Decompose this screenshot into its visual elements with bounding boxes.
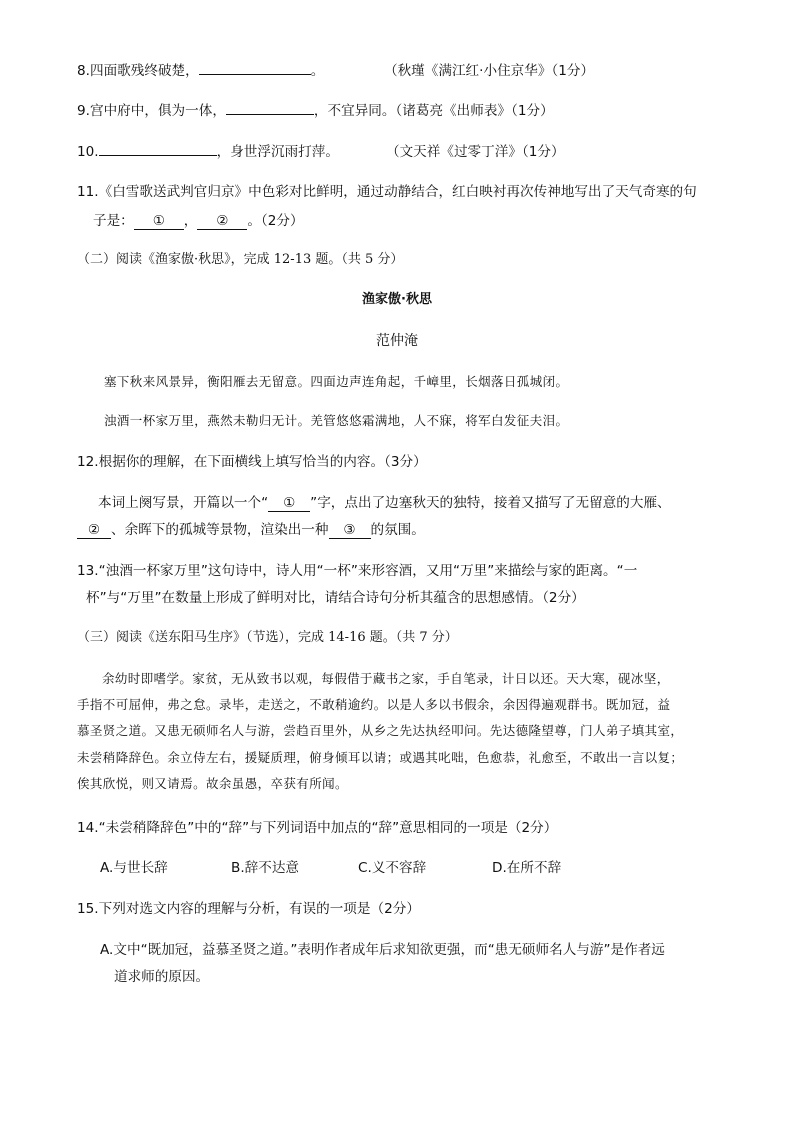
question-10-text: ，身世浮沉雨打萍。: [216, 144, 339, 160]
question-9: [77, 101, 554, 121]
question-12-text-a: 本词上阕写景，开篇以一个“: [98, 495, 269, 511]
question-13-line1: 13.“浊酒一杯家万里”这句诗中，诗人用“一杯”来形容酒，又用“万里”来描绘与家的距离。“一: [77, 563, 638, 579]
poem-author: 范仲淹: [376, 333, 418, 349]
passage-line-2: 手指不可屈伸，弗之怠。录毕，走送之，不敢稍逾约。以是人多以书假余，余因得遍观群书。既加冠，益: [77, 697, 671, 712]
answer-blank[interactable]: [99, 155, 217, 156]
question-8-end: 。: [310, 63, 325, 79]
question-15-option-a-line2: 道求师的原因。: [114, 969, 210, 985]
question-8-text: 8.四面歌残终破楚，: [77, 63, 199, 79]
question-12-text-c: 、余晖下的孤城等景物，渲染出一种: [111, 522, 329, 538]
question-10: [77, 142, 339, 162]
question-10-source: （文天祥《过零丁洋》（1分）: [386, 144, 565, 160]
question-12-text-d: 的氛围。: [370, 522, 425, 538]
poem-line-2: 浊酒一杯家万里，燕然未勒归无计。羌管悠悠霜满地，人不寐，将军白发征夫泪。: [104, 413, 569, 428]
question-12-answer-line2: [77, 520, 425, 540]
answer-blank-3[interactable]: ③: [329, 522, 371, 539]
question-11-line2: [93, 211, 304, 231]
answer-blank[interactable]: [226, 114, 314, 115]
question-9-text: 9.宫中府中，俱为一体，: [77, 103, 226, 119]
question-11-comma: ，: [183, 213, 198, 229]
question-11-line1: 11.《白雪歌送武判官归京》中色彩对比鲜明，通过动静结合，红白映衬再次传神地写出了天气奇寒的句: [77, 184, 697, 200]
question-14-stem: 14.“未尝稍降辞色”中的“辞”与下列词语中加点的“辞”意思相同的一项是（2分）: [77, 820, 558, 836]
section-2-heading: （二）阅读《渔家傲·秋思》，完成 12-13 题。（共 5 分）: [77, 252, 404, 267]
question-9-end: ，不宜异同。（诸葛亮《出师表》（1分）: [313, 103, 554, 119]
passage-line-3: 慕圣贤之道。又患无硕师名人与游，尝趋百里外，从乡之先达执经叩问。先达德隆望尊，门人弟子填其室，: [77, 723, 684, 738]
option-b[interactable]: B.辞不达意: [231, 860, 300, 876]
answer-blank-1[interactable]: ①: [134, 213, 184, 230]
answer-blank-2[interactable]: ②: [77, 522, 111, 539]
poem-title: 渔家傲·秋思: [362, 292, 432, 307]
question-11-end: 。（2分）: [247, 213, 304, 229]
section-3-heading: （三）阅读《送东阳马生序》（节选），完成 14-16 题。（共 7 分）: [77, 630, 458, 645]
question-13-line2: 杯”与“万里”在数量上形成了鲜明对比，请结合诗句分析其蕴含的思想感情。（2分）: [86, 590, 585, 606]
answer-blank-1[interactable]: ①: [268, 495, 310, 512]
question-10-number: 10.: [77, 144, 99, 160]
option-d[interactable]: D.在所不辞: [492, 860, 562, 876]
passage-line-1: 余幼时即嗜学。家贫，无从致书以观，每假借于藏书之家，手自笔录，计日以还。天大寒，砚冰坚，: [102, 671, 670, 686]
question-11-prefix: 子是：: [93, 213, 134, 229]
question-8: [77, 61, 324, 81]
poem-line-1: 塞下秋来风景异，衡阳雁去无留意。四面边声连角起，千嶂里，长烟落日孤城闭。: [104, 374, 569, 389]
option-c[interactable]: C.义不容辞: [358, 860, 427, 876]
question-15-option-a-line1[interactable]: A.文中“既加冠，益慕圣贤之道。”表明作者成年后求知欲更强，而“患无硕师名人与游”是作者远: [100, 942, 665, 958]
question-8-source: （秋瑾《满江红·小住京华》（1分）: [384, 63, 595, 79]
answer-blank[interactable]: [199, 74, 311, 75]
question-12-stem: 12.根据你的理解，在下面横线上填写恰当的内容。（3分）: [77, 454, 427, 470]
question-12-answer-line1: [98, 493, 671, 513]
question-12-text-b: ”字，点出了边塞秋天的独特，接着又描写了无留意的大雁、: [310, 495, 671, 511]
passage-line-4: 未尝稍降辞色。余立侍左右，援疑质理，俯身倾耳以请；或遇其叱咄，色愈恭，礼愈至，不敢出一言以复；: [77, 750, 684, 765]
option-a[interactable]: A.与世长辞: [100, 860, 168, 876]
passage-line-5: 俟其欣悦，则又请焉。故余虽愚，卒获有所闻。: [77, 776, 348, 791]
question-15-stem: 15.下列对选文内容的理解与分析，有误的一项是（2分）: [77, 901, 420, 917]
answer-blank-2[interactable]: ②: [197, 213, 247, 230]
